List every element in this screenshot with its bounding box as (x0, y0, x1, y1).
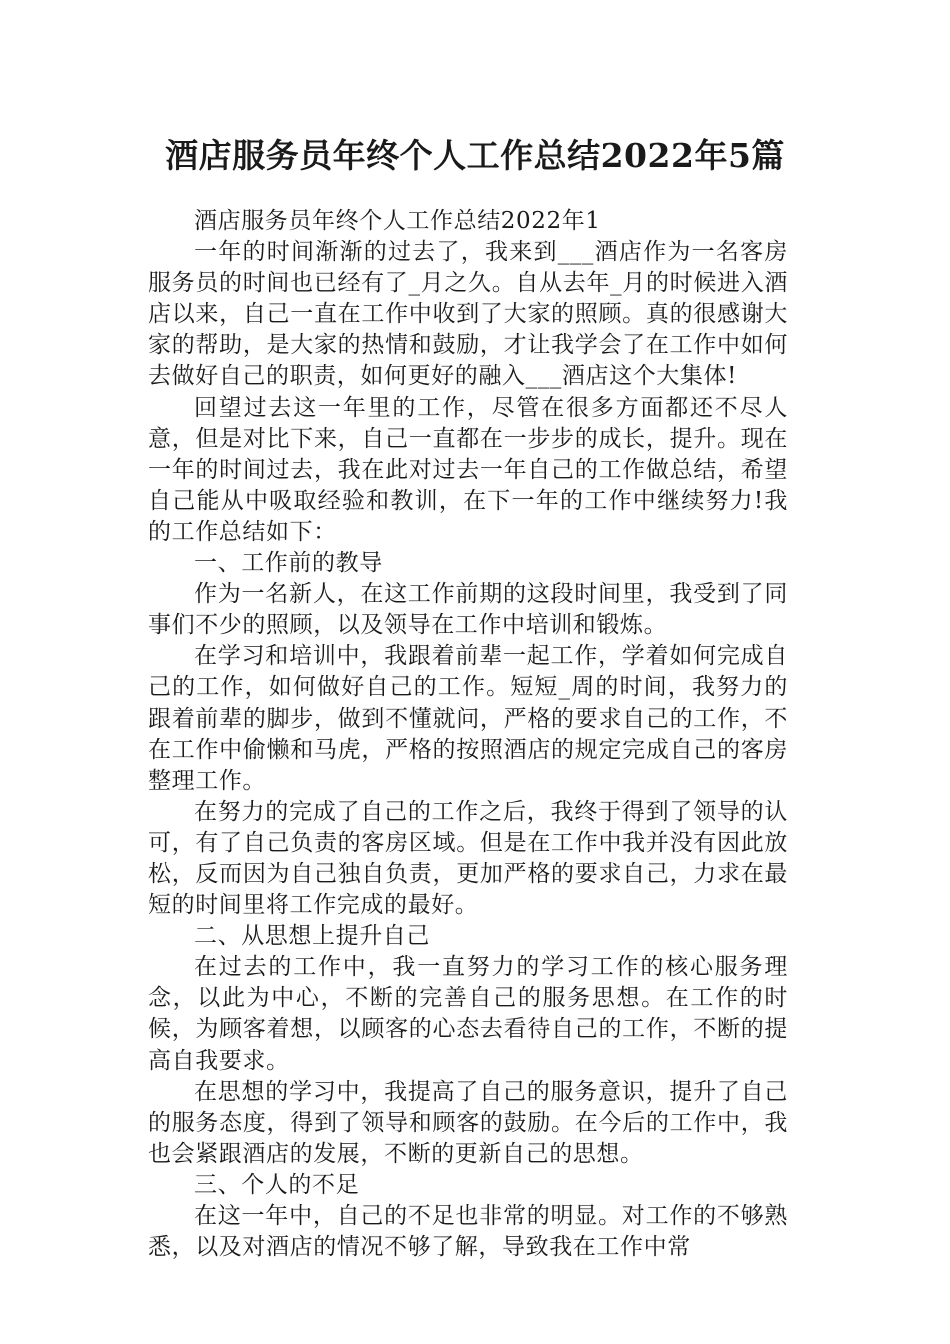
body-paragraph: 回望过去这一年里的工作，尽管在很多方面都还不尽人意，但是对比下来，自己一直都在一步步的成长，提升。现在一年的时间过去，我在此对过去一年自己的工作做总结，希望自己能从中吸取经验和教训，在下一年的工作中继续努力!我的工作总结如下： (148, 394, 788, 545)
section-heading: 三、个人的不足 (194, 1171, 360, 1198)
section-heading: 一、工作前的教导 (194, 550, 383, 577)
body-paragraph: 一年的时间渐渐的过去了，我来到___酒店作为一名客房服务员的时间也已经有了_月之久。自从去年_月的时候进入酒店以来，自己一直在工作中收到了大家的照顾。真的很感谢大家的帮助，是大家的热情和鼓励，才让我学会了在工作中如何去做好自己的职责，如何更好的融入___酒店这个大集体! (148, 239, 788, 390)
body-paragraph: 在努力的完成了自己的工作之后，我终于得到了领导的认可，有了自己负责的客房区域。但是在工作中我并没有因此放松，反而因为自己独自负责，更加严格的要求自己，力求在最短的时间里将工作完成的最好。 (148, 798, 788, 919)
body-paragraph: 在这一年中，自己的不足也非常的明显。对工作的不够熟悉，以及对酒店的情况不够了解，导致我在工作中常 (148, 1203, 788, 1261)
body-paragraph: 在思想的学习中，我提高了自己的服务意识，提升了自己的服务态度，得到了领导和顾客的鼓励。在今后的工作中，我也会紧跟酒店的发展，不断的更新自己的思想。 (148, 1078, 788, 1167)
body-paragraph: 作为一名新人，在这工作前期的这段时间里，我受到了同事们不少的照顾，以及领导在工作中培训和锻炼。 (148, 581, 788, 639)
document-title: 酒店服务员年终个人工作总结2022年5篇 (165, 136, 785, 175)
subtitle-paragraph: 酒店服务员年终个人工作总结2022年1 (194, 208, 601, 234)
section-heading: 二、从思想上提升自己 (194, 923, 430, 950)
body-paragraph: 在学习和培训中，我跟着前辈一起工作，学着如何完成自己的工作，如何做好自己的工作。短短_周的时间，我努力的跟着前辈的脚步，做到不懂就问，严格的要求自己的工作，不在工作中偷懒和马虎，严格的按照酒店的规定完成自己的客房整理工作。 (148, 643, 788, 794)
document-body (148, 206, 788, 1263)
body-paragraph: 在过去的工作中，我一直努力的学习工作的核心服务理念，以此为中心，不断的完善自己的服务思想。在工作的时候，为顾客着想，以顾客的心态去看待自己的工作，不断的提高自我要求。 (148, 954, 788, 1074)
